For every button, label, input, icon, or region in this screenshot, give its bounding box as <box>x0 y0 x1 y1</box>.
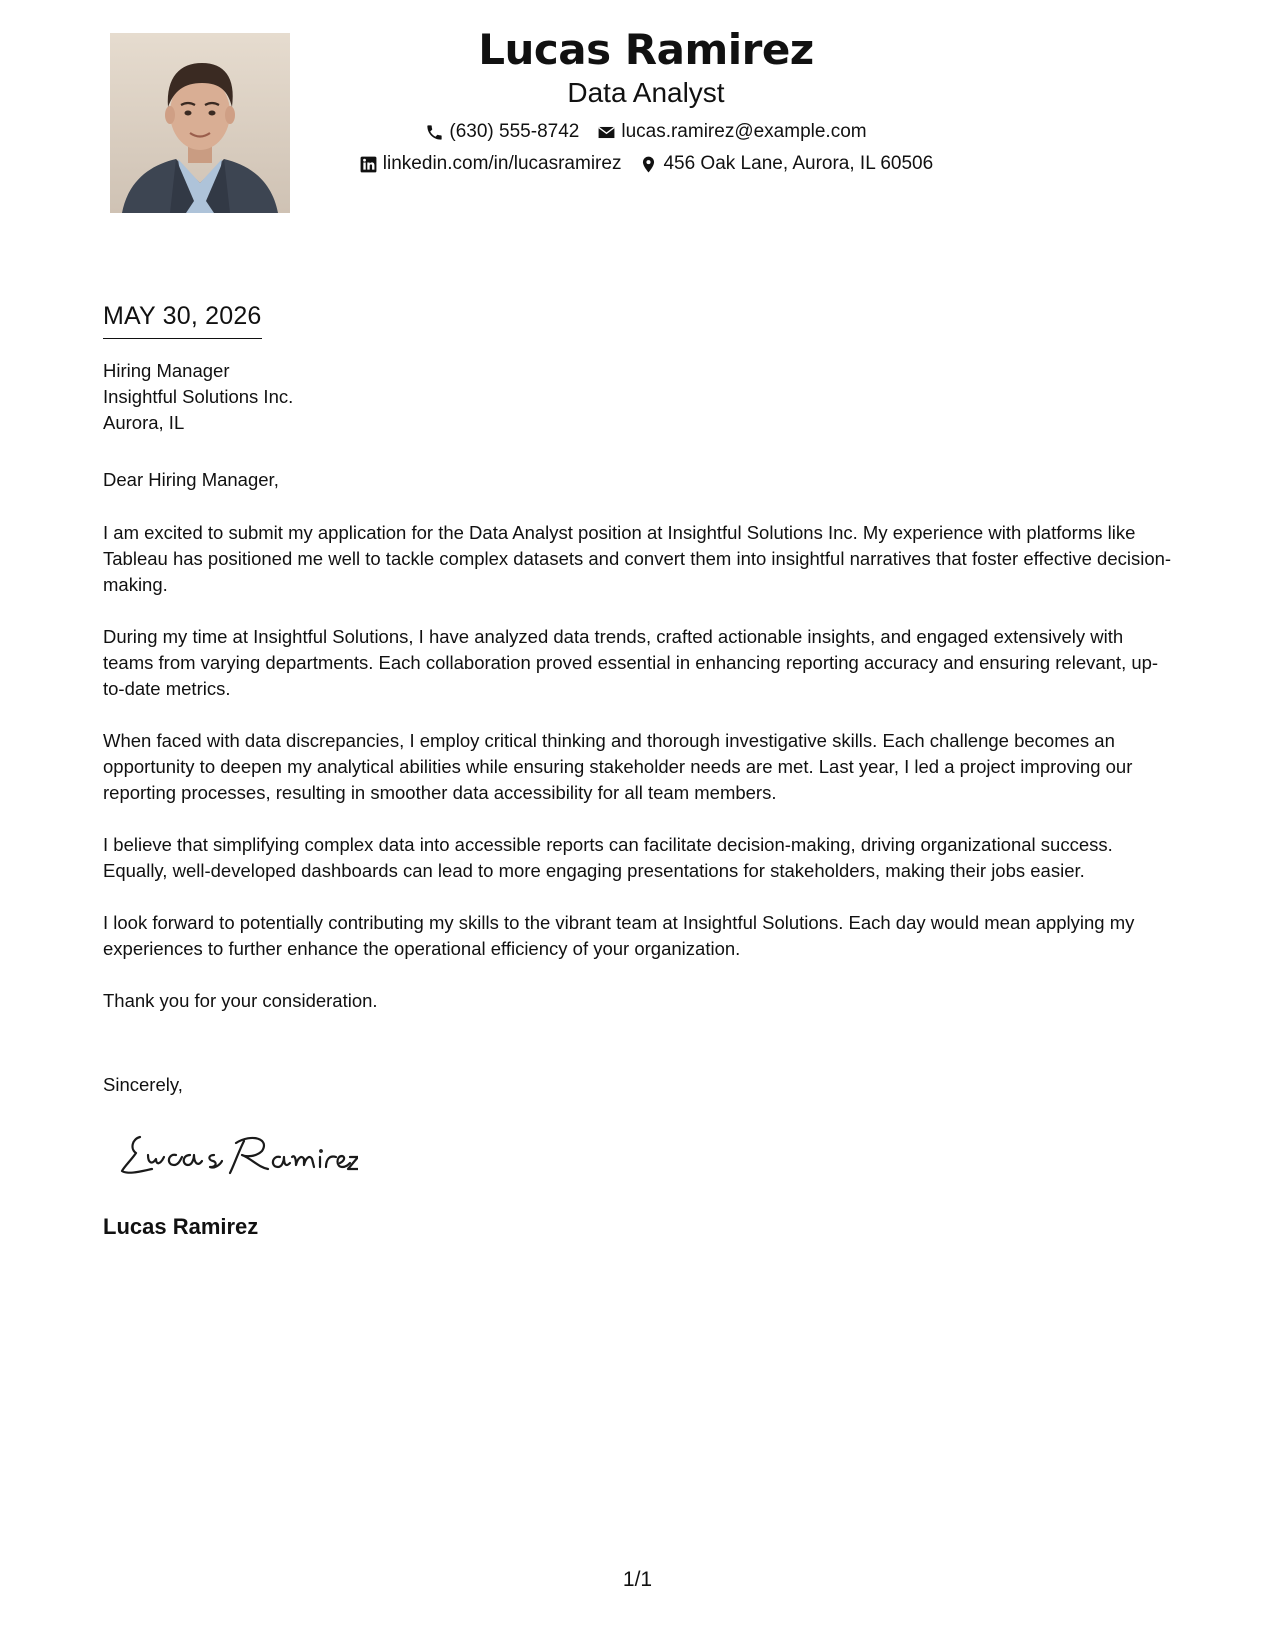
signer-name: Lucas Ramirez <box>103 1214 259 1239</box>
recipient-title: Hiring Manager <box>103 360 230 381</box>
contact-email[interactable] <box>597 118 866 146</box>
phone-text: (630) 555-8742 <box>449 121 580 142</box>
body-paragraph: I look forward to potentially contributing my skills to the vibrant team at Insightful Solutions. Each day would mean applying my experiences to further enhance the operational efficiency of your organization. <box>103 912 1135 959</box>
body-paragraph: When faced with data discrepancies, I employ critical thinking and thorough investigative skills. Each challenge becomes an opportunity to deepen my analytical abilities while ensuring stakeholder needs are met. Last year, I led a project improving our reporting processes, resulting in smoother data accessibility for all team members. <box>103 730 1133 803</box>
thank-you-line: Thank you for your consideration. <box>103 990 378 1011</box>
body-paragraph: I am excited to submit my application for the Data Analyst position at Insightful Solutions Inc. My experience with platforms like Tableau has positioned me well to tackle complex datasets and convert them into insightful narratives that foster effective decision-making. <box>103 522 1172 595</box>
email-text[interactable]: lucas.ramirez@example.com <box>621 121 867 142</box>
linkedin-text[interactable]: linkedin.com/in/lucasramirez <box>382 153 622 174</box>
handwritten-signature <box>118 1125 358 1181</box>
letter-body <box>103 520 1175 1040</box>
portrait-illustration <box>110 33 290 213</box>
letter-date: MAY 30, 2026 <box>103 300 262 339</box>
contact-row-primary <box>290 118 1002 146</box>
recipient-location: Aurora, IL <box>103 412 185 433</box>
envelope-icon <box>597 123 616 142</box>
salutation: Dear Hiring Manager, <box>103 469 279 490</box>
map-pin-icon <box>639 155 658 174</box>
contact-address <box>639 150 933 178</box>
body-paragraph: I believe that simplifying complex data into accessible reports can facilitate decision-making, driving organizational success. Equally, well-developed dashboards can lead to more engaging presentations for stakeholders, making their jobs easier. <box>103 834 1113 881</box>
applicant-name: Lucas Ramirez <box>478 25 814 74</box>
linkedin-icon <box>359 155 378 174</box>
address-text: 456 Oak Lane, Aurora, IL 60506 <box>663 153 934 174</box>
contact-linkedin[interactable] <box>359 150 622 178</box>
letter-header <box>290 22 1002 178</box>
profile-photo <box>110 33 290 213</box>
page-number: 1/1 <box>622 1568 653 1591</box>
body-paragraph: During my time at Insightful Solutions, I have analyzed data trends, crafted actionable insights, and engaged extensively with teams from varying departments. Each collaboration proved essential in enhancing reporting accuracy and ensuring relevant, up-to-date metrics. <box>103 626 1159 699</box>
recipient-company: Insightful Solutions Inc. <box>103 386 294 407</box>
contact-row-secondary <box>290 150 1002 178</box>
recipient-block <box>103 358 1175 436</box>
contact-phone <box>425 118 579 146</box>
phone-icon <box>425 123 444 142</box>
applicant-job-title: Data Analyst <box>567 77 725 108</box>
closing-line: Sincerely, <box>103 1074 183 1095</box>
